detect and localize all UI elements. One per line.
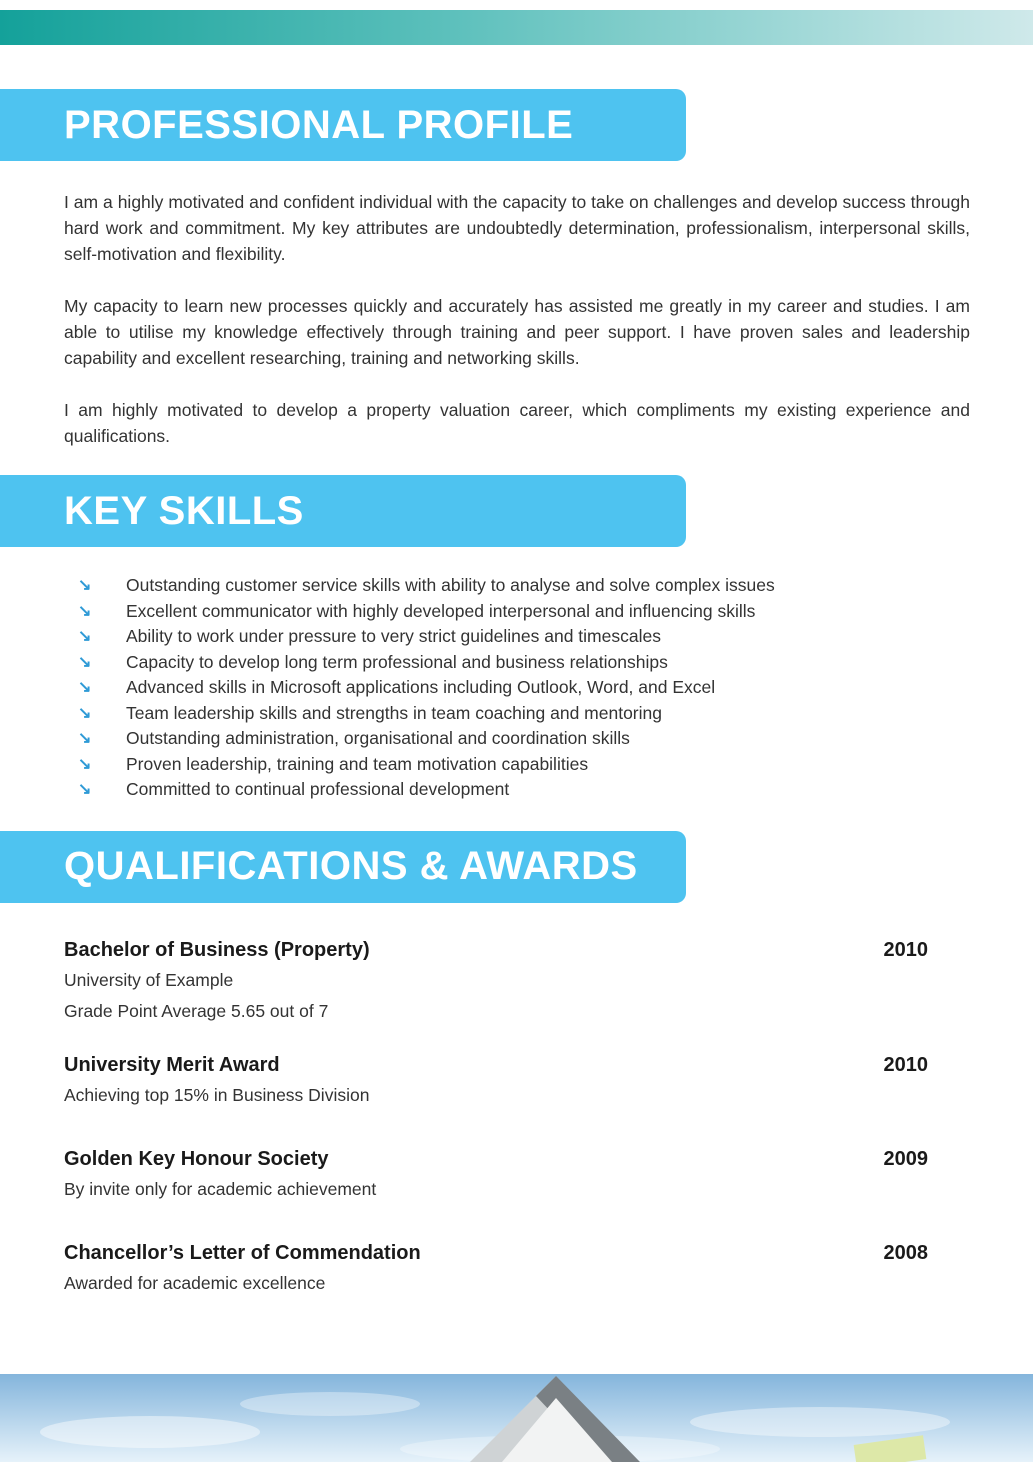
skill-item: [64, 573, 970, 599]
profile-paragraphs: [64, 189, 970, 449]
arrow-bullet-icon: ↘: [78, 602, 92, 620]
qualification-row: [64, 939, 928, 962]
profile-paragraph-3: I am highly motivated to develop a property valuation career, which compliments my existing experience and qualifications.: [64, 400, 970, 446]
skill-item: [64, 701, 970, 727]
qualification-year: 2010: [883, 938, 928, 961]
qualification-title: Bachelor of Business (Property): [64, 938, 370, 961]
qualifications-section-banner: [0, 831, 686, 903]
skill-item: [64, 599, 970, 625]
arrow-bullet-icon: ↘: [78, 755, 92, 773]
arrow-bullet-icon: ↘: [78, 628, 92, 645]
arrow-bullet-icon: ↘: [78, 653, 92, 671]
arrow-bullet-icon: ↘: [78, 704, 92, 722]
skills-section-title: KEY SKILLS: [64, 488, 304, 533]
skill-item: [64, 752, 970, 778]
skill-item: [64, 726, 970, 752]
qualification-year: 2008: [883, 1241, 928, 1264]
section-key-skills: [0, 475, 1033, 803]
arrow-bullet-icon: ↘: [78, 577, 92, 594]
qualification-row: [64, 1054, 928, 1077]
qualification-title: Chancellor’s Letter of Commendation: [64, 1241, 421, 1264]
qualifications-list: [64, 939, 928, 1296]
section-qualifications-awards: [0, 831, 1033, 1296]
qualification-row: [64, 1148, 928, 1171]
skills-section-banner: [0, 475, 686, 547]
skill-item: [64, 624, 970, 650]
qualification-entry: [64, 1148, 928, 1202]
qualification-entry: [64, 939, 928, 1024]
skill-text: Ability to work under pressure to very strict guidelines and timescales: [126, 626, 661, 646]
skill-text: Outstanding administration, organisational and coordination skills: [126, 728, 630, 748]
skill-text: Capacity to develop long term professional and business relationships: [126, 651, 668, 672]
qualification-entry: [64, 1054, 928, 1108]
cloud: [690, 1407, 950, 1437]
cloud: [240, 1392, 420, 1416]
arrow-bullet-icon: ↘: [78, 730, 92, 747]
skill-text: Advanced skills in Microsoft applications including Outlook, Word, and Excel: [126, 677, 716, 697]
skill-text: Excellent communicator with highly developed interpersonal and influencing skills: [126, 600, 756, 621]
qualification-title: University Merit Award: [64, 1053, 280, 1076]
qualification-row: [64, 1242, 928, 1265]
skill-text: Committed to continual professional development: [126, 779, 510, 799]
profile-section-banner: [0, 89, 686, 161]
skill-text: Proven leadership, training and team motivation capabilities: [126, 753, 589, 774]
profile-section-title: PROFESSIONAL PROFILE: [64, 102, 574, 147]
skill-item: [64, 675, 970, 701]
profile-paragraph-2: My capacity to learn new processes quickly and accurately has assisted me greatly in my career and studies. I am able to utilise my knowledge effectively through training and peer support. I have proven sales and leadership capability and excellent researching, training and networking skills.: [64, 296, 970, 368]
top-accent-strip: [0, 10, 1033, 45]
qualification-year: 2009: [883, 1147, 928, 1170]
qualification-detail: University of Example: [64, 969, 234, 990]
qualification-entry: [64, 1242, 928, 1296]
qualification-year: 2010: [883, 1053, 928, 1076]
cloud: [40, 1416, 260, 1448]
qualification-detail: Awarded for academic excellence: [64, 1272, 326, 1293]
qualifications-section-title: QUALIFICATIONS & AWARDS: [64, 844, 638, 888]
skills-list: [64, 573, 970, 803]
arrow-bullet-icon: ↘: [78, 781, 92, 798]
qualification-detail: By invite only for academic achievement: [64, 1178, 377, 1199]
skill-text: Team leadership skills and strengths in team coaching and mentoring: [126, 702, 662, 723]
sky-house-graphic: [0, 1374, 1033, 1462]
skill-item: [64, 650, 970, 676]
qualification-detail: Grade Point Average 5.65 out of 7: [64, 1000, 329, 1021]
section-professional-profile: [0, 89, 1033, 449]
footer-illustration: [0, 1374, 1033, 1462]
skill-item: [64, 777, 970, 803]
profile-paragraph-1: I am a highly motivated and confident individual with the capacity to take on challenges and develop success through hard work and commitment. My key attributes are undoubtedly determination, professionalism, interpersonal skills, self-motivation and flexibility.: [64, 192, 970, 264]
arrow-bullet-icon: ↘: [78, 679, 92, 696]
qualification-title: Golden Key Honour Society: [64, 1147, 329, 1170]
qualification-detail: Achieving top 15% in Business Division: [64, 1084, 370, 1105]
skill-text: Outstanding customer service skills with ability to analyse and solve complex issues: [126, 575, 775, 595]
